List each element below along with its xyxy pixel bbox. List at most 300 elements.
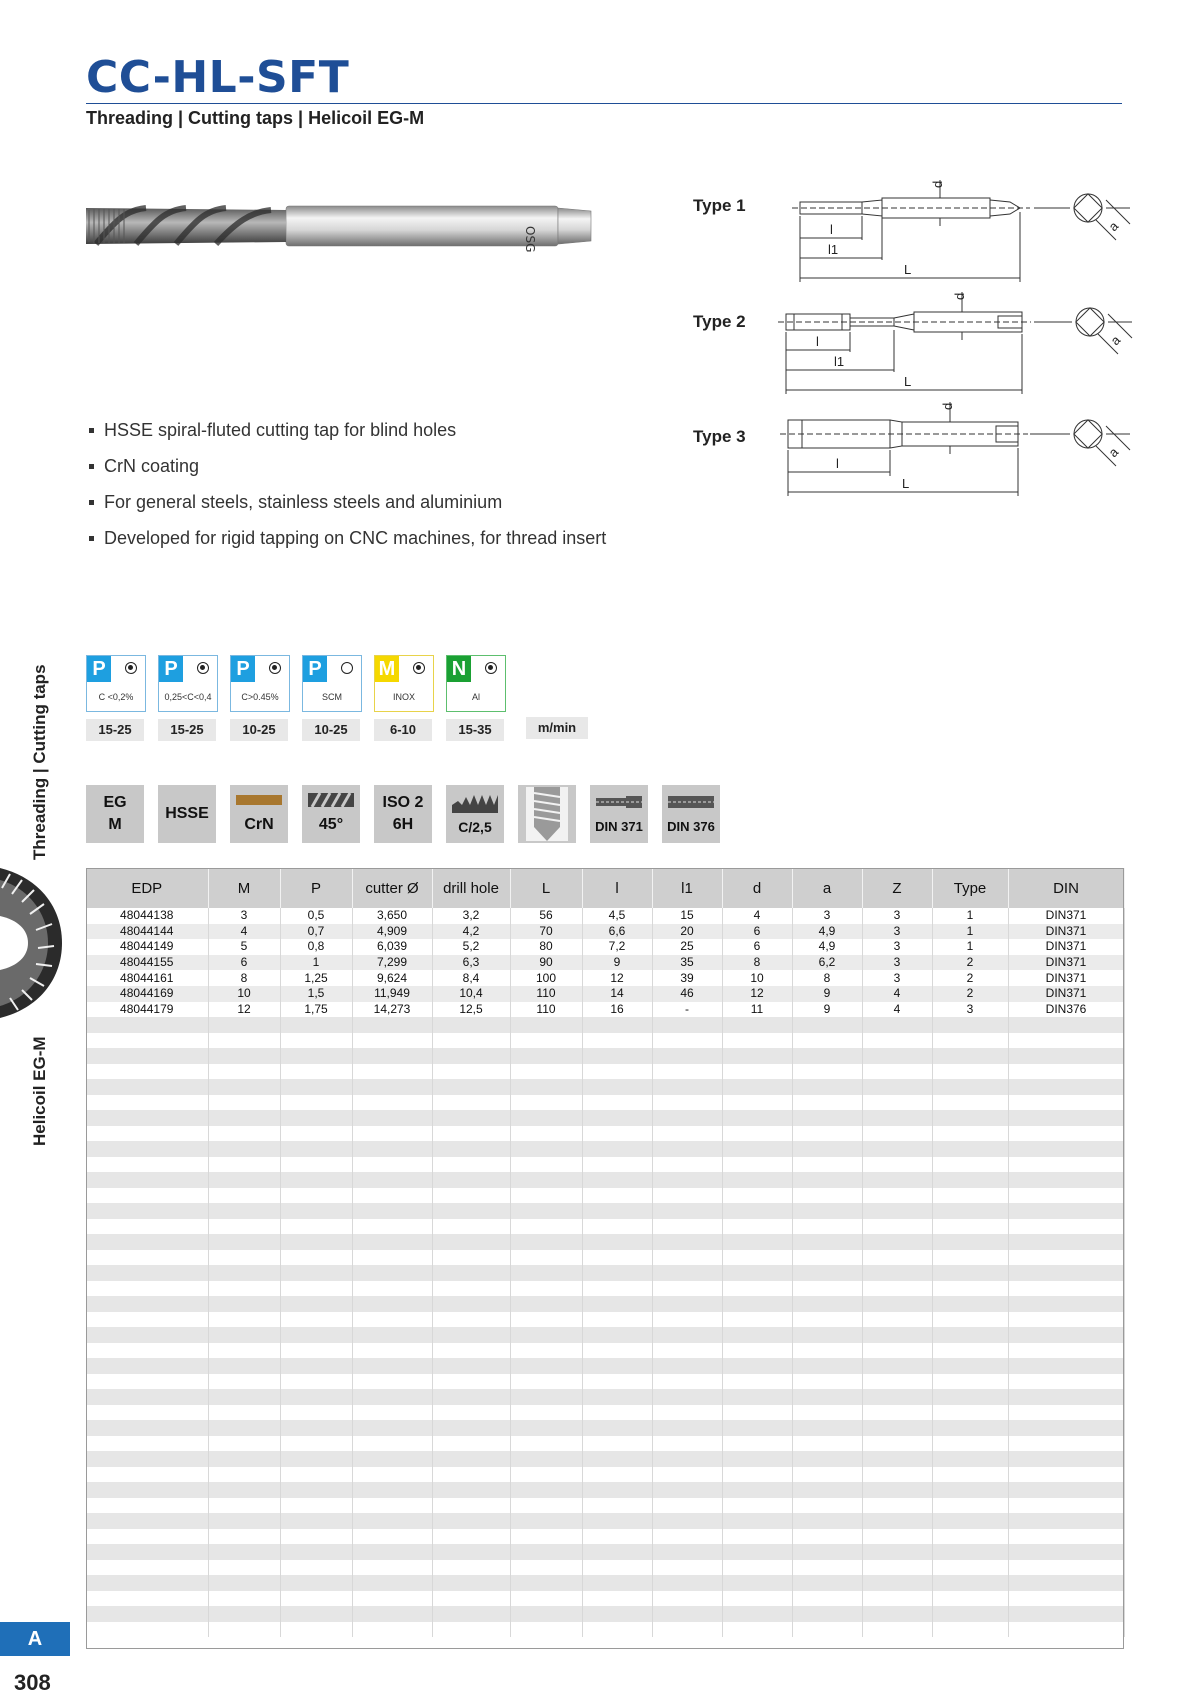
empty-table-cell bbox=[510, 1033, 582, 1049]
empty-table-cell bbox=[652, 1281, 722, 1297]
empty-table-cell bbox=[208, 1420, 280, 1436]
cutting-speed: 15-25 bbox=[86, 719, 144, 741]
empty-table-cell bbox=[1008, 1188, 1124, 1204]
empty-table-cell bbox=[652, 1234, 722, 1250]
table-cell: 2 bbox=[932, 986, 1008, 1002]
page-number: 308 bbox=[14, 1670, 51, 1695]
empty-table-row bbox=[86, 1436, 1124, 1452]
empty-table-row bbox=[86, 1188, 1124, 1204]
empty-table-cell bbox=[792, 1064, 862, 1080]
table-cell: 4,9 bbox=[792, 924, 862, 940]
empty-table-cell bbox=[510, 1343, 582, 1359]
empty-table-cell bbox=[722, 1405, 792, 1421]
table-cell: 1 bbox=[932, 924, 1008, 940]
table-cell: 4 bbox=[208, 924, 280, 940]
empty-table-cell bbox=[1008, 1033, 1124, 1049]
empty-table-cell bbox=[352, 1203, 432, 1219]
empty-table-cell bbox=[208, 1095, 280, 1111]
empty-table-cell bbox=[86, 1157, 208, 1173]
empty-table-row bbox=[86, 1095, 1124, 1111]
empty-table-cell bbox=[208, 1591, 280, 1607]
empty-table-cell bbox=[352, 1405, 432, 1421]
empty-table-cell bbox=[432, 1436, 510, 1452]
empty-table-cell bbox=[432, 1358, 510, 1374]
empty-table-cell bbox=[86, 1265, 208, 1281]
empty-table-cell bbox=[432, 1141, 510, 1157]
empty-table-cell bbox=[280, 1188, 352, 1204]
empty-table-cell bbox=[652, 1172, 722, 1188]
empty-table-cell bbox=[510, 1451, 582, 1467]
empty-table-row bbox=[86, 1606, 1124, 1622]
table-cell: DIN371 bbox=[1008, 955, 1124, 971]
empty-table-cell bbox=[352, 1591, 432, 1607]
empty-table-cell bbox=[582, 1172, 652, 1188]
table-cell: 6,6 bbox=[582, 924, 652, 940]
empty-table-cell bbox=[932, 1188, 1008, 1204]
empty-table-cell bbox=[932, 1451, 1008, 1467]
empty-table-cell bbox=[208, 1265, 280, 1281]
empty-table-cell bbox=[280, 1467, 352, 1483]
table-cell: 48044155 bbox=[86, 955, 208, 971]
empty-table-cell bbox=[932, 1405, 1008, 1421]
coating-icon bbox=[230, 785, 288, 843]
material-group-letter: P bbox=[303, 656, 327, 682]
empty-table-cell bbox=[862, 1436, 932, 1452]
suitability-filled-icon bbox=[125, 662, 137, 674]
table-cell: 3 bbox=[208, 908, 280, 924]
empty-table-cell bbox=[722, 1467, 792, 1483]
empty-table-cell bbox=[280, 1312, 352, 1328]
empty-table-cell bbox=[510, 1312, 582, 1328]
empty-table-cell bbox=[280, 1157, 352, 1173]
table-cell: 10 bbox=[722, 970, 792, 986]
cutting-speed: 6-10 bbox=[374, 719, 432, 741]
empty-table-cell bbox=[792, 1529, 862, 1545]
empty-table-cell bbox=[352, 1436, 432, 1452]
empty-table-cell bbox=[792, 1575, 862, 1591]
type-3-label: Type 3 bbox=[693, 427, 746, 446]
empty-table-cell bbox=[792, 1157, 862, 1173]
empty-table-cell bbox=[280, 1079, 352, 1095]
empty-table-cell bbox=[510, 1358, 582, 1374]
material-group-letter: P bbox=[231, 656, 255, 682]
empty-table-cell bbox=[722, 1250, 792, 1266]
empty-table-cell bbox=[86, 1095, 208, 1111]
empty-table-cell bbox=[86, 1389, 208, 1405]
empty-table-cell bbox=[582, 1219, 652, 1235]
empty-table-cell bbox=[1008, 1234, 1124, 1250]
empty-table-cell bbox=[432, 1606, 510, 1622]
brand-mark: OSG bbox=[523, 226, 537, 252]
empty-table-cell bbox=[280, 1482, 352, 1498]
empty-table-cell bbox=[582, 1188, 652, 1204]
empty-table-cell bbox=[280, 1250, 352, 1266]
table-cell: 3 bbox=[862, 955, 932, 971]
empty-table-cell bbox=[352, 1498, 432, 1514]
empty-table-cell bbox=[1008, 1420, 1124, 1436]
empty-table-cell bbox=[582, 1265, 652, 1281]
table-cell: 2 bbox=[932, 970, 1008, 986]
empty-table-cell bbox=[862, 1296, 932, 1312]
empty-table-cell bbox=[792, 1250, 862, 1266]
table-cell: 11,949 bbox=[352, 986, 432, 1002]
empty-table-cell bbox=[862, 1281, 932, 1297]
empty-table-row bbox=[86, 1560, 1124, 1576]
empty-table-cell bbox=[792, 1141, 862, 1157]
type-2-L-label: L bbox=[904, 374, 912, 389]
empty-table-cell bbox=[86, 1498, 208, 1514]
empty-table-cell bbox=[432, 1296, 510, 1312]
thread-standard-icon bbox=[86, 785, 144, 843]
empty-table-cell bbox=[1008, 1172, 1124, 1188]
table-cell: 6 bbox=[722, 939, 792, 955]
empty-table-cell bbox=[792, 1544, 862, 1560]
table-cell: 7,2 bbox=[582, 939, 652, 955]
table-cell: 2 bbox=[932, 955, 1008, 971]
empty-table-cell bbox=[1008, 1219, 1124, 1235]
empty-table-cell bbox=[582, 1405, 652, 1421]
empty-table-cell bbox=[862, 1482, 932, 1498]
empty-table-cell bbox=[280, 1110, 352, 1126]
empty-table-cell bbox=[1008, 1498, 1124, 1514]
empty-table-cell bbox=[280, 1529, 352, 1545]
empty-table-cell bbox=[208, 1467, 280, 1483]
empty-table-cell bbox=[1008, 1405, 1124, 1421]
cutting-speed: 10-25 bbox=[302, 719, 360, 741]
empty-table-row bbox=[86, 1498, 1124, 1514]
empty-table-cell bbox=[722, 1498, 792, 1514]
empty-table-cell bbox=[352, 1219, 432, 1235]
material-subtype: Al bbox=[471, 692, 480, 702]
empty-table-cell bbox=[280, 1203, 352, 1219]
type-2-label: Type 2 bbox=[693, 312, 746, 331]
empty-table-cell bbox=[432, 1544, 510, 1560]
empty-table-cell bbox=[86, 1281, 208, 1297]
empty-table-cell bbox=[792, 1033, 862, 1049]
table-cell: 10,4 bbox=[432, 986, 510, 1002]
table-cell: 20 bbox=[652, 924, 722, 940]
empty-table-cell bbox=[86, 1606, 208, 1622]
empty-table-cell bbox=[652, 1064, 722, 1080]
din371-label: DIN 371 bbox=[595, 819, 643, 834]
empty-table-cell bbox=[582, 1312, 652, 1328]
empty-table-cell bbox=[932, 1467, 1008, 1483]
empty-table-cell bbox=[722, 1203, 792, 1219]
empty-table-cell bbox=[280, 1296, 352, 1312]
empty-table-cell bbox=[862, 1513, 932, 1529]
empty-table-cell bbox=[862, 1606, 932, 1622]
empty-table-cell bbox=[86, 1420, 208, 1436]
empty-table-cell bbox=[432, 1405, 510, 1421]
empty-table-cell bbox=[510, 1281, 582, 1297]
empty-table-cell bbox=[582, 1544, 652, 1560]
empty-table-cell bbox=[208, 1203, 280, 1219]
empty-table-cell bbox=[86, 1343, 208, 1359]
table-cell: 0,7 bbox=[280, 924, 352, 940]
table-cell: 48044169 bbox=[86, 986, 208, 1002]
table-row bbox=[86, 939, 1124, 955]
table-cell: - bbox=[652, 1002, 722, 1018]
empty-table-cell bbox=[722, 1079, 792, 1095]
table-row bbox=[86, 924, 1124, 940]
empty-table-cell bbox=[510, 1389, 582, 1405]
empty-table-row bbox=[86, 1343, 1124, 1359]
empty-table-cell bbox=[510, 1436, 582, 1452]
type-1-L-label: L bbox=[904, 262, 912, 277]
table-cell: 1,5 bbox=[280, 986, 352, 1002]
empty-table-cell bbox=[352, 1250, 432, 1266]
material-card bbox=[446, 655, 506, 741]
empty-table-cell bbox=[792, 1312, 862, 1328]
empty-table-cell bbox=[932, 1575, 1008, 1591]
empty-table-cell bbox=[432, 1451, 510, 1467]
empty-table-cell bbox=[862, 1017, 932, 1033]
empty-table-cell bbox=[432, 1498, 510, 1514]
empty-table-cell bbox=[432, 1560, 510, 1576]
empty-table-cell bbox=[352, 1141, 432, 1157]
table-cell: 4,909 bbox=[352, 924, 432, 940]
empty-table-cell bbox=[510, 1467, 582, 1483]
suitability-filled-icon bbox=[413, 662, 425, 674]
empty-table-cell bbox=[280, 1498, 352, 1514]
empty-table-cell bbox=[352, 1467, 432, 1483]
column-header: P bbox=[280, 868, 352, 908]
empty-table-cell bbox=[932, 1529, 1008, 1545]
empty-table-row bbox=[86, 1622, 1124, 1638]
empty-table-cell bbox=[862, 1420, 932, 1436]
material-subtype: SCM bbox=[322, 692, 342, 702]
cutting-speed: 15-25 bbox=[158, 719, 216, 741]
empty-table-cell bbox=[932, 1513, 1008, 1529]
empty-table-cell bbox=[352, 1188, 432, 1204]
empty-table-cell bbox=[1008, 1513, 1124, 1529]
empty-table-cell bbox=[792, 1622, 862, 1638]
empty-table-cell bbox=[652, 1312, 722, 1328]
empty-table-cell bbox=[932, 1544, 1008, 1560]
empty-table-row bbox=[86, 1110, 1124, 1126]
empty-table-cell bbox=[352, 1312, 432, 1328]
empty-table-cell bbox=[1008, 1451, 1124, 1467]
empty-table-cell bbox=[582, 1064, 652, 1080]
empty-table-cell bbox=[280, 1017, 352, 1033]
empty-table-cell bbox=[932, 1079, 1008, 1095]
empty-table-cell bbox=[208, 1157, 280, 1173]
empty-table-row bbox=[86, 1033, 1124, 1049]
table-cell: DIN371 bbox=[1008, 986, 1124, 1002]
suitability-filled-icon bbox=[197, 662, 209, 674]
empty-table-cell bbox=[1008, 1064, 1124, 1080]
suitability-filled-icon bbox=[269, 662, 281, 674]
table-cell: 5,2 bbox=[432, 939, 510, 955]
table-cell: 8 bbox=[208, 970, 280, 986]
feature-item: CrN coating bbox=[86, 448, 606, 484]
empty-table-cell bbox=[86, 1513, 208, 1529]
column-header: l bbox=[582, 868, 652, 908]
table-cell: 4 bbox=[862, 1002, 932, 1018]
empty-table-cell bbox=[280, 1064, 352, 1080]
empty-table-cell bbox=[722, 1033, 792, 1049]
empty-table-row bbox=[86, 1312, 1124, 1328]
empty-table-cell bbox=[510, 1606, 582, 1622]
empty-table-cell bbox=[352, 1095, 432, 1111]
empty-table-cell bbox=[208, 1544, 280, 1560]
table-cell: 16 bbox=[582, 1002, 652, 1018]
empty-table-cell bbox=[932, 1606, 1008, 1622]
table-cell: 3,650 bbox=[352, 908, 432, 924]
empty-table-cell bbox=[280, 1544, 352, 1560]
empty-table-cell bbox=[932, 1482, 1008, 1498]
empty-table-cell bbox=[510, 1374, 582, 1390]
empty-table-cell bbox=[792, 1265, 862, 1281]
helix-angle-label: 45° bbox=[318, 816, 344, 833]
empty-table-cell bbox=[722, 1281, 792, 1297]
empty-table-cell bbox=[432, 1126, 510, 1142]
feature-list bbox=[86, 412, 606, 556]
empty-table-cell bbox=[932, 1281, 1008, 1297]
empty-table-cell bbox=[932, 1064, 1008, 1080]
empty-table-cell bbox=[582, 1110, 652, 1126]
empty-table-cell bbox=[932, 1141, 1008, 1157]
empty-table-cell bbox=[862, 1343, 932, 1359]
empty-table-cell bbox=[432, 1374, 510, 1390]
empty-table-cell bbox=[862, 1079, 932, 1095]
empty-table-cell bbox=[652, 1095, 722, 1111]
empty-table-cell bbox=[432, 1467, 510, 1483]
material-group-letter: P bbox=[159, 656, 183, 682]
empty-table-cell bbox=[352, 1420, 432, 1436]
empty-table-cell bbox=[582, 1389, 652, 1405]
empty-table-cell bbox=[510, 1591, 582, 1607]
type-3-drawing bbox=[778, 400, 1138, 510]
empty-table-cell bbox=[510, 1157, 582, 1173]
empty-table-cell bbox=[1008, 1374, 1124, 1390]
empty-table-row bbox=[86, 1529, 1124, 1545]
material-subtype: C <0,2% bbox=[98, 692, 134, 702]
empty-table-cell bbox=[510, 1141, 582, 1157]
empty-table-cell bbox=[652, 1560, 722, 1576]
empty-table-cell bbox=[1008, 1560, 1124, 1576]
empty-table-cell bbox=[280, 1513, 352, 1529]
empty-table-cell bbox=[582, 1622, 652, 1638]
empty-table-cell bbox=[208, 1343, 280, 1359]
empty-table-cell bbox=[432, 1250, 510, 1266]
empty-table-cell bbox=[862, 1265, 932, 1281]
empty-table-cell bbox=[582, 1234, 652, 1250]
empty-table-cell bbox=[86, 1172, 208, 1188]
empty-table-cell bbox=[352, 1064, 432, 1080]
table-row bbox=[86, 955, 1124, 971]
empty-table-cell bbox=[862, 1095, 932, 1111]
empty-table-cell bbox=[432, 1172, 510, 1188]
empty-table-cell bbox=[510, 1017, 582, 1033]
empty-table-cell bbox=[722, 1327, 792, 1343]
empty-table-cell bbox=[722, 1064, 792, 1080]
table-cell: 110 bbox=[510, 986, 582, 1002]
table-cell: 12 bbox=[722, 986, 792, 1002]
empty-table-cell bbox=[1008, 1529, 1124, 1545]
empty-table-cell bbox=[280, 1405, 352, 1421]
empty-table-cell bbox=[432, 1343, 510, 1359]
empty-table-cell bbox=[352, 1296, 432, 1312]
empty-table-cell bbox=[280, 1234, 352, 1250]
empty-table-cell bbox=[1008, 1312, 1124, 1328]
empty-table-cell bbox=[722, 1482, 792, 1498]
empty-table-cell bbox=[280, 1389, 352, 1405]
table-cell: 14,273 bbox=[352, 1002, 432, 1018]
empty-table-cell bbox=[510, 1188, 582, 1204]
empty-table-cell bbox=[280, 1436, 352, 1452]
empty-table-cell bbox=[510, 1250, 582, 1266]
empty-table-row bbox=[86, 1234, 1124, 1250]
empty-table-cell bbox=[792, 1591, 862, 1607]
empty-table-row bbox=[86, 1064, 1124, 1080]
empty-table-cell bbox=[510, 1064, 582, 1080]
empty-table-cell bbox=[208, 1606, 280, 1622]
empty-table-cell bbox=[86, 1529, 208, 1545]
empty-table-cell bbox=[86, 1544, 208, 1560]
type-1-l-label: l bbox=[830, 222, 833, 237]
empty-table-cell bbox=[862, 1327, 932, 1343]
feature-item: HSSE spiral-fluted cutting tap for blind holes bbox=[86, 412, 606, 448]
empty-table-cell bbox=[862, 1234, 932, 1250]
empty-table-cell bbox=[352, 1110, 432, 1126]
empty-table-cell bbox=[652, 1405, 722, 1421]
empty-table-cell bbox=[432, 1157, 510, 1173]
empty-table-cell bbox=[932, 1498, 1008, 1514]
side-subsection-title: Helicoil EG-M bbox=[30, 1036, 49, 1146]
empty-table-cell bbox=[208, 1064, 280, 1080]
empty-table-cell bbox=[862, 1141, 932, 1157]
table-cell: 1 bbox=[932, 908, 1008, 924]
column-header: cutter Ø bbox=[352, 868, 432, 908]
table-cell: 9 bbox=[792, 1002, 862, 1018]
empty-table-row bbox=[86, 1513, 1124, 1529]
empty-table-cell bbox=[722, 1560, 792, 1576]
empty-table-cell bbox=[862, 1312, 932, 1328]
empty-table-cell bbox=[582, 1436, 652, 1452]
section-badge: A bbox=[0, 1622, 70, 1656]
empty-table-cell bbox=[652, 1591, 722, 1607]
empty-table-cell bbox=[510, 1048, 582, 1064]
empty-table-row bbox=[86, 1250, 1124, 1266]
empty-table-cell bbox=[722, 1420, 792, 1436]
empty-table-row bbox=[86, 1281, 1124, 1297]
empty-table-cell bbox=[722, 1095, 792, 1111]
empty-table-cell bbox=[280, 1358, 352, 1374]
empty-table-cell bbox=[208, 1513, 280, 1529]
empty-table-cell bbox=[510, 1110, 582, 1126]
empty-table-cell bbox=[352, 1606, 432, 1622]
empty-table-cell bbox=[352, 1389, 432, 1405]
empty-table-cell bbox=[792, 1451, 862, 1467]
empty-table-cell bbox=[932, 1296, 1008, 1312]
empty-table-row bbox=[86, 1467, 1124, 1483]
empty-table-cell bbox=[208, 1560, 280, 1576]
empty-table-cell bbox=[352, 1048, 432, 1064]
empty-table-cell bbox=[1008, 1327, 1124, 1343]
empty-table-cell bbox=[352, 1560, 432, 1576]
empty-table-cell bbox=[510, 1482, 582, 1498]
table-cell: 3 bbox=[862, 939, 932, 955]
column-header: a bbox=[792, 868, 862, 908]
table-cell: DIN376 bbox=[1008, 1002, 1124, 1018]
empty-table-cell bbox=[652, 1250, 722, 1266]
table-cell: 9 bbox=[582, 955, 652, 971]
table-cell: 11 bbox=[722, 1002, 792, 1018]
empty-table-cell bbox=[792, 1172, 862, 1188]
table-cell: 48044138 bbox=[86, 908, 208, 924]
empty-table-cell bbox=[862, 1188, 932, 1204]
